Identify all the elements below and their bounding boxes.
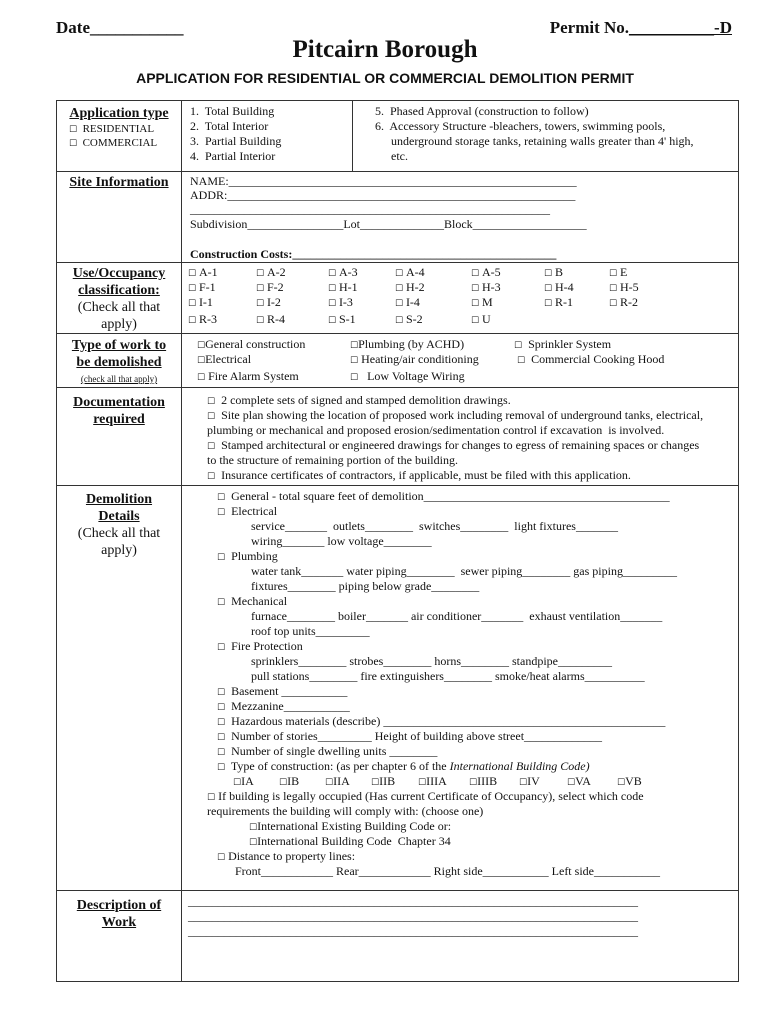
checkbox-icon: ☐ <box>395 316 406 326</box>
checkbox-icon: ☐ <box>469 778 478 788</box>
checkbox-icon: ☐ <box>567 778 576 788</box>
checkbox-icon: ☐ <box>325 778 334 788</box>
app-list-item: underground storage tanks, retaining walls greater than 4' high, <box>391 134 694 148</box>
occupancy-option[interactable] <box>188 312 217 329</box>
site-addr-field[interactable]: ADDR:__________________________________________________________ <box>190 188 576 202</box>
checkbox-icon: ☐ <box>256 284 267 294</box>
occupancy-label: R-4 <box>266 312 285 326</box>
checkbox-icon: ☐ <box>519 778 528 788</box>
demo-construction-type[interactable]: ☐ Type of construction: (as per chapter 6 of the International Building Code) <box>217 759 590 773</box>
checkbox-icon: ☐ <box>471 284 482 294</box>
application-type-label: Application type <box>69 106 169 121</box>
demo-mezzanine[interactable]: ☐ Mezzanine___________ <box>217 699 350 713</box>
column-divider <box>181 101 182 981</box>
demo-plumbing-fields[interactable]: fixtures________ piping below grade________ <box>251 579 480 593</box>
residential-option[interactable]: ☐ RESIDENTIAL <box>69 123 155 135</box>
occupancy-option[interactable] <box>471 312 491 329</box>
occupancy-option[interactable] <box>471 295 493 312</box>
row-divider <box>57 262 738 263</box>
documentation-label: Documentation required <box>73 395 165 427</box>
app-list-item: 3. Partial Building <box>190 134 282 148</box>
checkbox-icon: ☐ <box>188 284 199 294</box>
construction-type-label: IA <box>241 774 254 788</box>
doc-item-text: to the structure of remaining portion of the building. <box>207 453 458 467</box>
checkbox-icon: ☐ <box>371 778 380 788</box>
permit-number-field[interactable] <box>550 18 732 38</box>
date-field[interactable]: Date___________ <box>56 18 184 37</box>
occupancy-option[interactable] <box>328 312 356 329</box>
work-cooking-hood[interactable]: ☐ Commercial Cooking Hood <box>517 352 665 366</box>
checkbox-icon: ☐ <box>418 778 427 788</box>
checkbox-icon: ☐ <box>188 316 199 326</box>
demo-fire-fields[interactable]: sprinklers________ strobes________ horns________ standpipe_________ <box>251 654 612 668</box>
work-heating[interactable]: ☐ Heating/air conditioning <box>350 352 479 366</box>
construction-type-label: IIIB <box>477 774 498 788</box>
occupancy-label: H-1 <box>338 280 358 294</box>
row-divider <box>57 890 738 891</box>
checkbox-icon: ☐ <box>395 284 406 294</box>
occupancy-option[interactable] <box>395 295 420 312</box>
checkbox-icon: ☐ <box>328 284 339 294</box>
checkbox-icon: ☐ <box>256 269 267 279</box>
occupancy-label: S-2 <box>405 312 423 326</box>
row-divider <box>57 485 738 486</box>
checkbox-icon: ☐ <box>544 269 555 279</box>
occupancy-label: S-1 <box>338 312 356 326</box>
demo-stories[interactable]: ☐ Number of stories_________ Height of building above street_____________ <box>217 729 603 743</box>
app-list-item: 6. Accessory Structure -bleachers, towers, swimming pools, <box>375 119 666 133</box>
occupancy-label: A-3 <box>338 265 358 279</box>
demo-fire-fields[interactable]: pull stations________ fire extinguishers________ smoke/heat alarms__________ <box>251 669 645 683</box>
occupancy-label: R-3 <box>198 312 217 326</box>
doc-item-text: plumbing or mechanical and proposed erosion/sedimentation control if excavation is involved. <box>207 423 665 437</box>
checkbox-icon: ☐ <box>279 778 288 788</box>
occupancy-option[interactable] <box>256 312 285 329</box>
checkbox-icon: ☐ <box>328 269 339 279</box>
demo-iebc[interactable]: ☐International Existing Building Code or: <box>249 819 452 833</box>
work-low-voltage[interactable]: ☐ Low Voltage Wiring <box>350 369 465 383</box>
checkbox-icon: ☐ <box>544 299 555 309</box>
checkbox-icon: ☐ <box>471 316 482 326</box>
permit-blank[interactable]: __________-D <box>629 18 732 37</box>
site-info-label: Site Information <box>69 175 169 190</box>
demo-hazardous[interactable]: ☐ Hazardous materials (describe) _______________________________________________ <box>217 714 666 728</box>
app-list-item: etc. <box>391 149 408 163</box>
demo-occupied-text: requirements the building will comply with: (choose one) <box>207 804 484 818</box>
occupancy-label: H-5 <box>619 280 639 294</box>
demo-electrical-fields[interactable]: wiring_______ low voltage________ <box>251 534 432 548</box>
checkbox-icon: ☐ <box>256 316 267 326</box>
description-label: Description of Work <box>76 898 162 930</box>
occupancy-label: A-1 <box>198 265 218 279</box>
site-addr2-field[interactable]: ____________________________________________________________ <box>190 202 550 216</box>
demo-occupied[interactable]: ☐ If building is legally occupied (Has current Certificate of Occupancy), select which code <box>207 789 644 803</box>
permit-form <box>56 100 739 982</box>
page-title: Pitcairn Borough <box>292 36 478 63</box>
demo-basement[interactable]: ☐ Basement ___________ <box>217 684 348 698</box>
occupancy-option[interactable] <box>609 295 638 312</box>
checkbox-icon: ☐ <box>256 299 267 309</box>
occupancy-label: R-1 <box>554 295 573 309</box>
occupancy-label: H-3 <box>481 280 501 294</box>
doc-item-insurance[interactable]: ☐ Insurance certificates of contractors, if applicable, must be filed with this application. <box>207 468 631 482</box>
demo-mechanical-fields[interactable]: roof top units_________ <box>251 624 370 638</box>
description-line[interactable]: ___________________________________________________________________________ <box>188 894 638 908</box>
occupancy-label: I-3 <box>338 295 353 309</box>
doc-item-drawings[interactable]: ☐ 2 complete sets of signed and stamped demolition drawings. <box>207 393 511 407</box>
demo-distance[interactable]: ☐ Distance to property lines: <box>217 849 356 863</box>
occupancy-option[interactable] <box>395 312 423 329</box>
checkbox-icon: ☐ <box>609 269 620 279</box>
checkbox-icon: ☐ <box>471 299 482 309</box>
occupancy-label: F-1 <box>198 280 216 294</box>
checkbox-icon: ☐ <box>471 269 482 279</box>
app-list-item: 5. Phased Approval (construction to follow) <box>375 104 589 118</box>
occupancy-label: M <box>481 295 493 309</box>
description-line[interactable]: ___________________________________________________________________________ <box>188 909 638 923</box>
doc-item-stamped[interactable]: ☐ Stamped architectural or engineered drawings for changes to egress of remaining spaces or changes <box>207 438 700 452</box>
demo-mechanical[interactable]: ☐ Mechanical <box>217 594 288 608</box>
occupancy-label: B <box>554 265 563 279</box>
occupancy-label: A-5 <box>481 265 501 279</box>
doc-item-site-plan[interactable]: ☐ Site plan showing the location of proposed work including removal of underground tanks, electrical, <box>207 408 704 422</box>
demo-ibc[interactable]: ☐International Building Code Chapter 34 <box>249 834 451 848</box>
checkbox-icon: ☐ <box>617 778 626 788</box>
occupancy-option[interactable] <box>188 295 213 312</box>
demo-electrical-fields[interactable]: service_______ outlets________ switches________ light fixtures_______ <box>251 519 618 533</box>
occupancy-option[interactable] <box>328 295 353 312</box>
construction-costs-field[interactable]: Construction Costs:____________________________________________ <box>190 247 557 261</box>
construction-type-label: VB <box>625 774 642 788</box>
commercial-option[interactable]: ☐ COMMERCIAL <box>69 137 158 149</box>
occupancy-label: I-2 <box>266 295 281 309</box>
demo-fire-protection[interactable]: ☐ Fire Protection <box>217 639 303 653</box>
page-subtitle: APPLICATION FOR RESIDENTIAL OR COMMERCIAL DEMOLITION PERMIT <box>136 70 634 86</box>
demo-mechanical-fields[interactable]: furnace________ boiler_______ air conditioner_______ exhaust ventilation_______ <box>251 609 663 623</box>
occupancy-label: I-4 <box>405 295 420 309</box>
construction-type-label: IIA <box>333 774 350 788</box>
subdivision-field[interactable]: Subdivision________________Lot______________Block___________________ <box>190 217 587 231</box>
description-line[interactable]: ___________________________________________________________________________ <box>188 924 638 938</box>
demo-general[interactable]: ☐ General - total square feet of demolition_________________________________________ <box>217 489 670 503</box>
row-divider <box>57 333 738 334</box>
work-plumbing[interactable]: ☐Plumbing (by ACHD) <box>350 337 465 351</box>
demo-plumbing[interactable]: ☐ Plumbing <box>217 549 278 563</box>
app-list-item: 4. Partial Interior <box>190 149 276 163</box>
app-type-divider <box>352 101 353 171</box>
occupancy-label: H-4 <box>554 280 574 294</box>
occupancy-label: E <box>619 265 628 279</box>
work-general-construction[interactable]: ☐General construction <box>197 337 306 351</box>
construction-type-label: IIB <box>379 774 396 788</box>
occupancy-option[interactable] <box>544 295 573 312</box>
demo-units[interactable]: ☐ Number of single dwelling units ________ <box>217 744 438 758</box>
occupancy-label: F-2 <box>266 280 284 294</box>
checkbox-icon: ☐ <box>188 269 199 279</box>
demo-electrical[interactable]: ☐ Electrical <box>217 504 278 518</box>
checkbox-icon: ☐ <box>395 299 406 309</box>
occupancy-label: A-4 <box>405 265 425 279</box>
row-divider <box>57 171 738 172</box>
app-list-item: 1. Total Building <box>190 104 275 118</box>
work-fire-alarm[interactable]: ☐ Fire Alarm System <box>197 369 299 383</box>
app-list-item: 2. Total Interior <box>190 119 269 133</box>
site-name-field[interactable]: NAME:__________________________________________________________ <box>190 174 577 188</box>
checkbox-icon: ☐ <box>233 778 242 788</box>
construction-type-label: IB <box>287 774 300 788</box>
construction-type-label: IV <box>527 774 540 788</box>
checkbox-icon: ☐ <box>544 284 555 294</box>
occupancy-option[interactable] <box>256 295 281 312</box>
work-sprinkler[interactable]: ☐ Sprinkler System <box>514 337 612 351</box>
demolition-details-label: Demolition Details (Check all that apply) <box>77 492 161 558</box>
permit-label: Permit No. <box>549 18 630 37</box>
occupancy-label: R-2 <box>619 295 638 309</box>
occupancy-label: U <box>481 312 491 326</box>
occupancy-label: A-2 <box>266 265 286 279</box>
construction-type-label: IIIA <box>426 774 447 788</box>
checkbox-icon: ☐ <box>188 299 199 309</box>
demo-distance-fields[interactable]: Front____________ Rear____________ Right side___________ Left side___________ <box>235 864 660 878</box>
checkbox-icon: ☐ <box>328 316 339 326</box>
use-occupancy-label: Use/Occupancy classification: (Check all that apply) <box>72 266 166 332</box>
type-of-work-label: Type of work to be demolished (check all that apply) <box>71 338 167 384</box>
occupancy-label: H-2 <box>405 280 425 294</box>
construction-type-label: VA <box>575 774 591 788</box>
checkbox-icon: ☐ <box>609 284 620 294</box>
checkbox-icon: ☐ <box>609 299 620 309</box>
work-electrical[interactable]: ☐Electrical <box>197 352 252 366</box>
demo-plumbing-fields[interactable]: water tank_______ water piping________ sewer piping________ gas piping_________ <box>251 564 677 578</box>
occupancy-label: I-1 <box>198 295 213 309</box>
checkbox-icon: ☐ <box>395 269 406 279</box>
checkbox-icon: ☐ <box>328 299 339 309</box>
